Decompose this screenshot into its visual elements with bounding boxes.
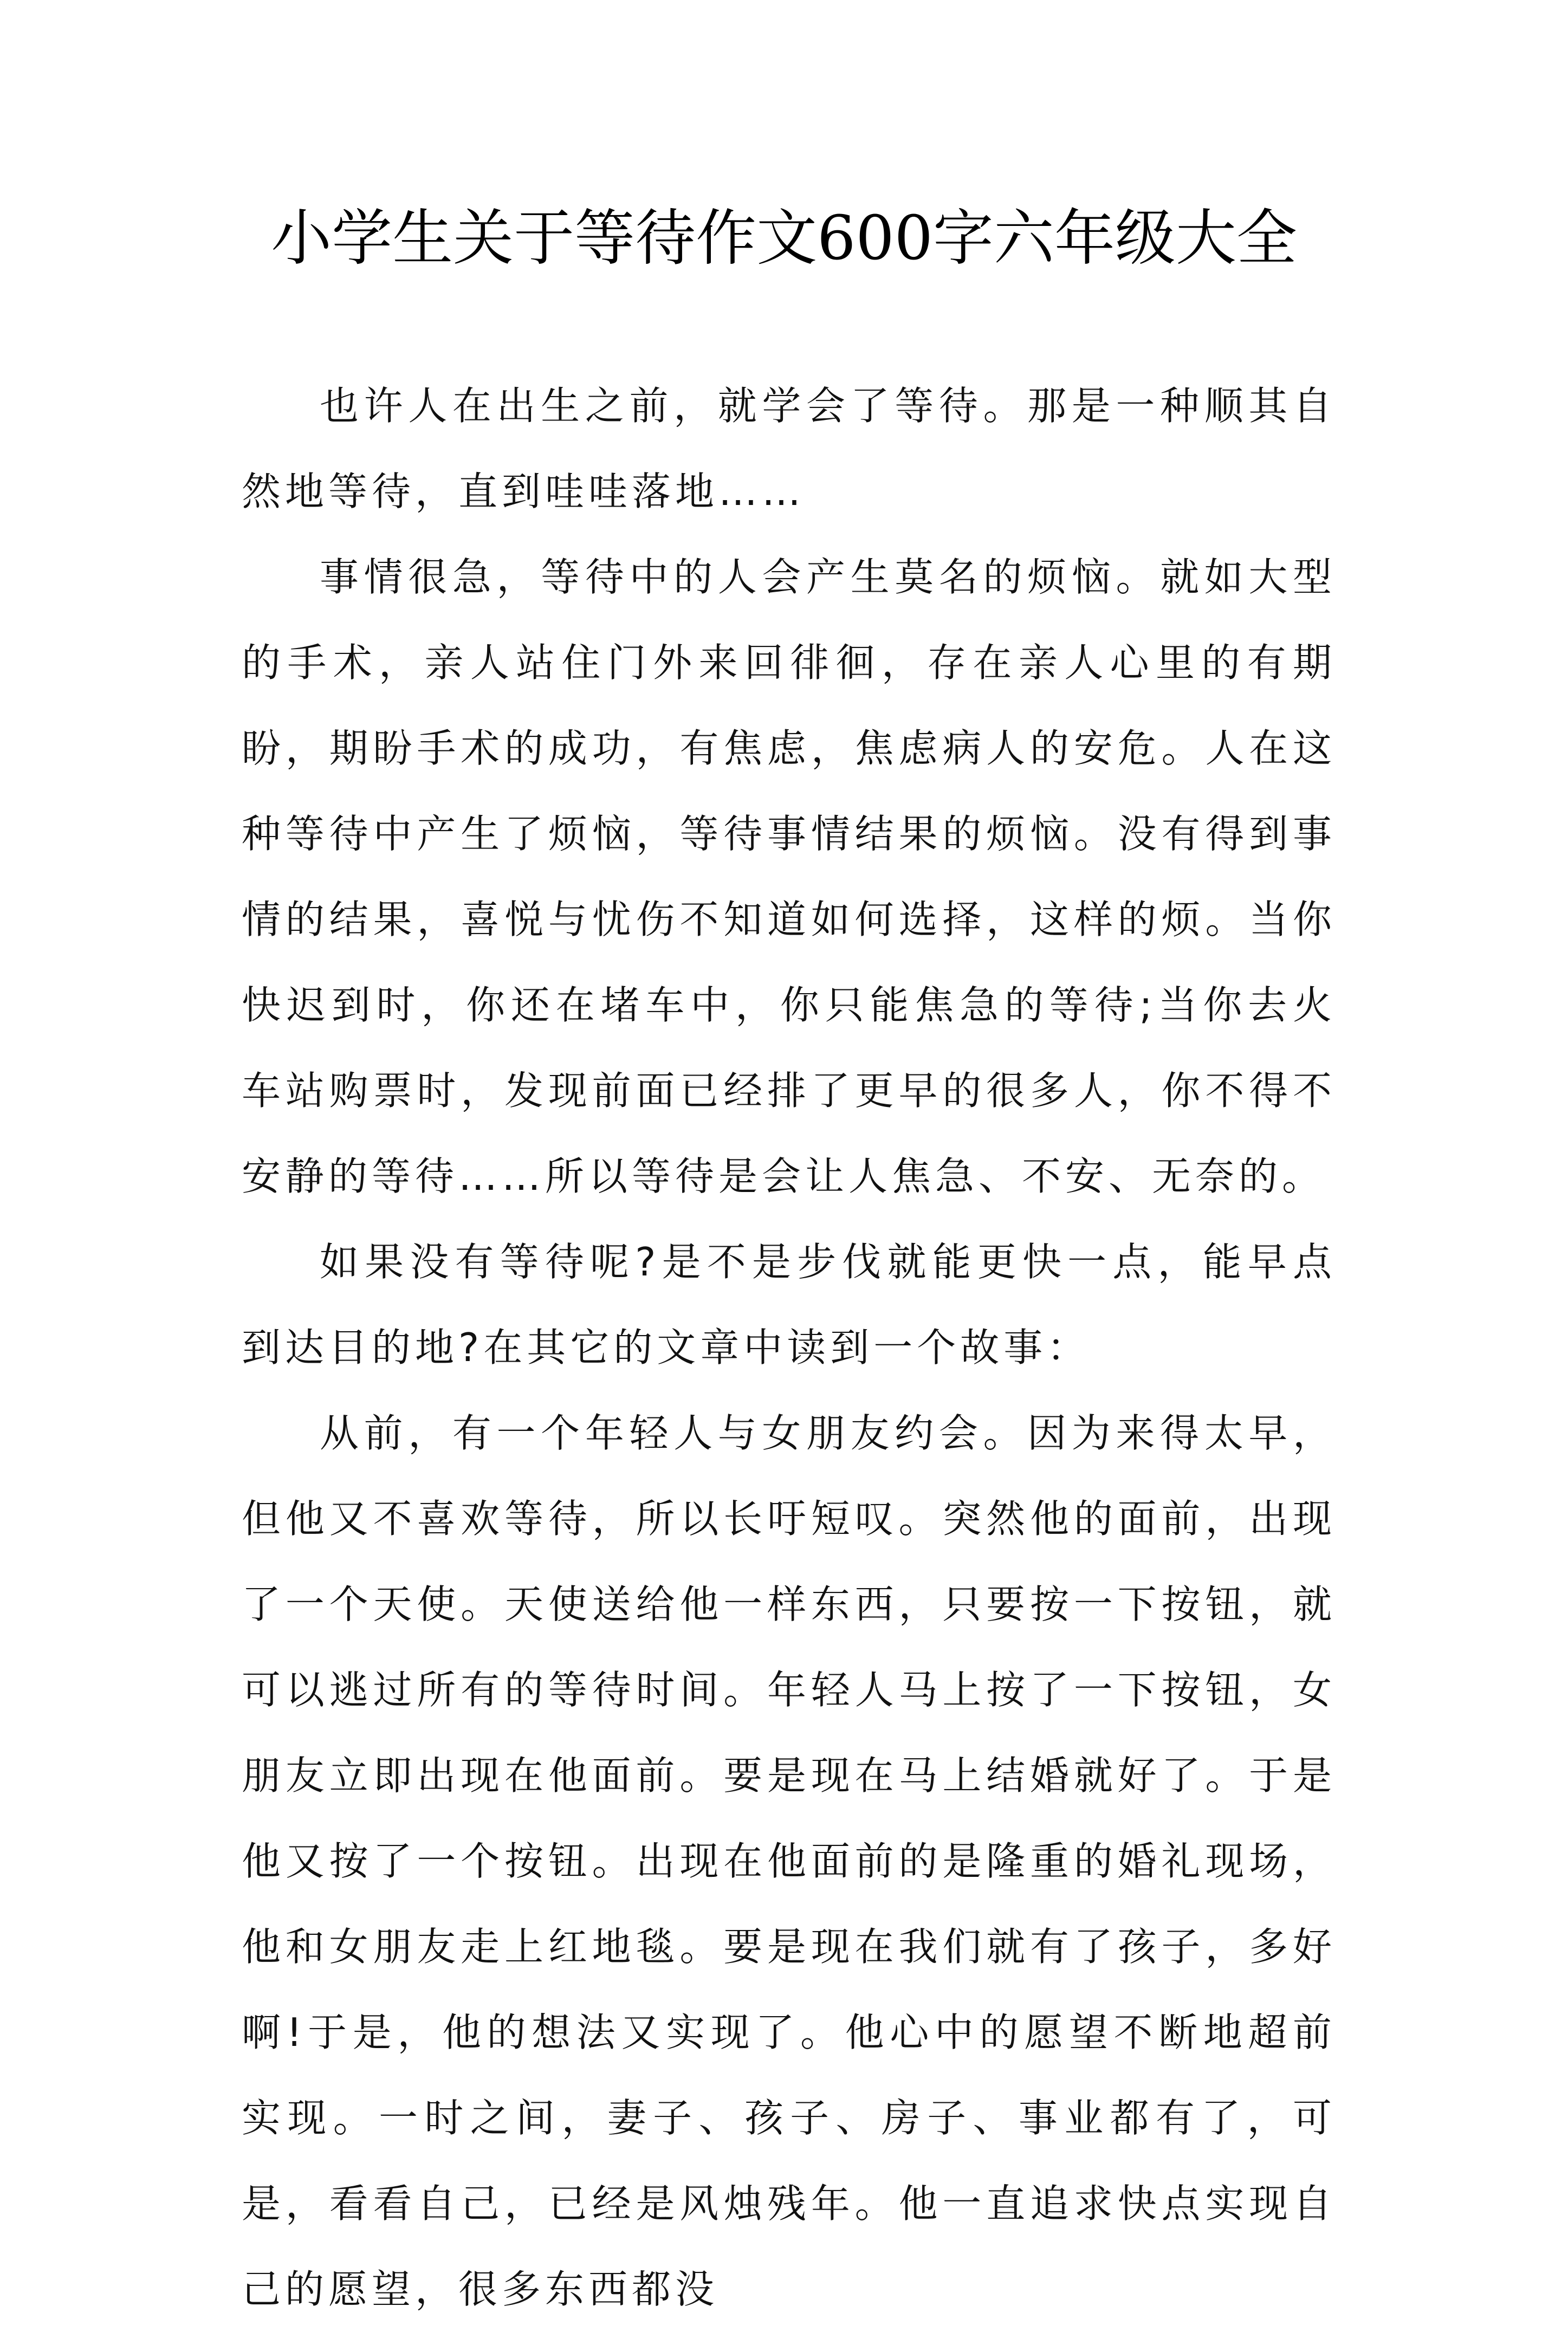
paragraph-1: 也许人在出生之前，就学会了等待。那是一种顺其自然地等待，直到哇哇落地…… <box>242 383 1336 514</box>
document-title: 小学生关于等待作文600字六年级大全 <box>271 203 1297 274</box>
document-body <box>242 363 1336 2332</box>
paragraph-4: 从前，有一个年轻人与女朋友约会。因为来得太早，但他又不喜欢等待，所以长吁短叹。突然他的面前，出现了一个天使。天使送给他一样东西，只要按一下按钮，就可以逃过所有的等待时间。年轻人马上按了一下按钮，女朋友立即出现在他面前。要是现在马上结婚就好了。于是他又按了一个按钮。出现在他面前的是隆重的婚礼现场，他和女朋友走上红地毯。要是现在我们就有了孩子，多好啊!于是，他的想法又实现了。他心中的愿望不断地超前实现。一时之间，妻子、孩子、房子、事业都有了，可是，看看自己，已经是风烛残年。他一直追求快点实现自己的愿望，很多东西都没 <box>242 1410 1336 2312</box>
paragraph-3: 如果没有等待呢?是不是步伐就能更快一点，能早点到达目的地?在其它的文章中读到一个故事： <box>242 1239 1336 1370</box>
paragraph-2: 事情很急，等待中的人会产生莫名的烦恼。就如大型的手术，亲人站住门外来回徘徊，存在亲人心里的有期盼，期盼手术的成功，有焦虑，焦虑病人的安危。人在这种等待中产生了烦恼，等待事情结果的烦恼。没有得到事情的结果，喜悦与忧伤不知道如何选择，这样的烦。当你快迟到时，你还在堵车中，你只能焦急的等待;当你去火车站购票时，发现前面已经排了更早的很多人，你不得不安静的等待……所以等待是会让人焦急、不安、无奈的。 <box>242 554 1336 1199</box>
